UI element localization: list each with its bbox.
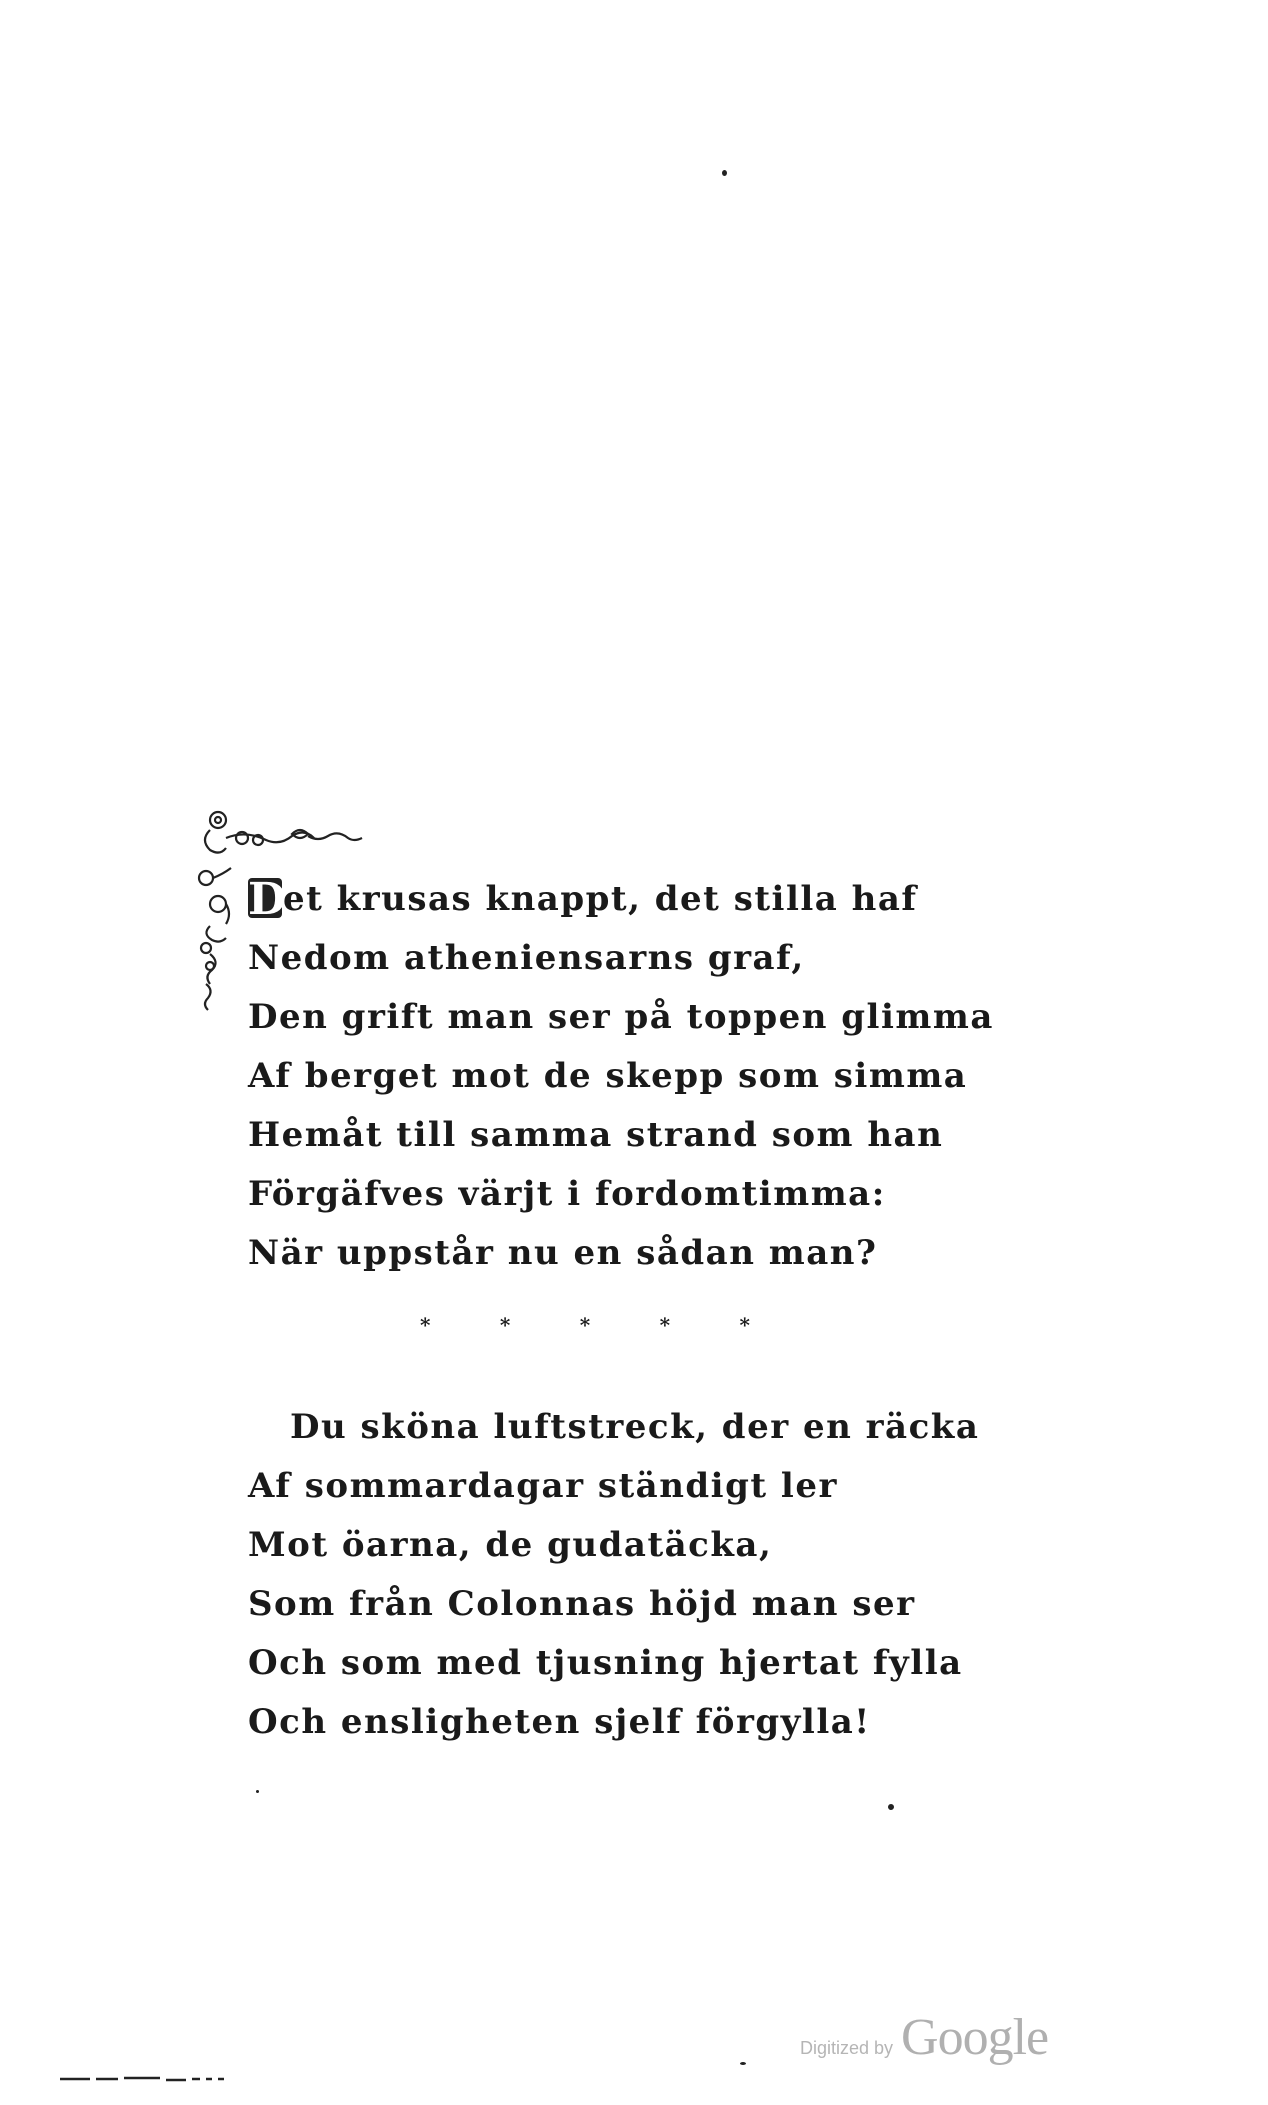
asterisk: * xyxy=(659,1313,671,1337)
stanza-2-line-6: Och ensligheten sjelf förgylla! xyxy=(248,1702,871,1742)
scan-speck xyxy=(888,1804,894,1810)
asterisk: * xyxy=(499,1313,511,1337)
asterisk: * xyxy=(420,1313,431,1337)
google-logo: Google xyxy=(901,2009,1049,2066)
stanza-1-line-6: Förgäfves värjt i fordomtimma: xyxy=(248,1174,886,1214)
drop-cap-initial: D xyxy=(248,874,288,925)
stanza-1-line-2: Nedom atheniensarns graf, xyxy=(248,938,805,978)
digitized-watermark xyxy=(800,2008,1048,2068)
watermark-prefix: Digitized by xyxy=(800,2038,894,2058)
asterisk: * xyxy=(579,1313,591,1337)
asterisk: * xyxy=(739,1313,750,1337)
stanza-1-line-1 xyxy=(248,870,994,929)
stanza-2-line-3: Mot öarna, de gudatäcka, xyxy=(248,1525,773,1565)
stanza-2-line-1: Du sköna luftstreck, der en räcka xyxy=(290,1407,980,1447)
stanza-2 xyxy=(248,1398,979,1752)
scan-speck xyxy=(740,2062,746,2065)
stanza-1-line-4: Af berget mot de skepp som simma xyxy=(248,1056,968,1096)
asterism-separator xyxy=(420,1310,750,1340)
stanza-1-line-5: Hemåt till samma strand som han xyxy=(248,1115,944,1155)
stanza-2-line-5: Och som med tjusning hjertat fylla xyxy=(248,1643,963,1683)
stanza-1-line-7: När uppstår nu en sådan man? xyxy=(248,1233,878,1273)
stanza-2-line-2: Af sommardagar ständigt ler xyxy=(248,1466,838,1506)
scan-speck xyxy=(256,1790,259,1793)
stanza-2-line-4: Som från Colonnas höjd man ser xyxy=(248,1584,916,1624)
line-text: et krusas knappt, det stilla haf xyxy=(283,879,918,919)
stanza-1-line-3: Den grift man ser på toppen glimma xyxy=(248,997,994,1037)
scan-edge-mark xyxy=(60,2074,230,2084)
scan-speck xyxy=(722,170,727,176)
stanza-1 xyxy=(248,870,994,1283)
